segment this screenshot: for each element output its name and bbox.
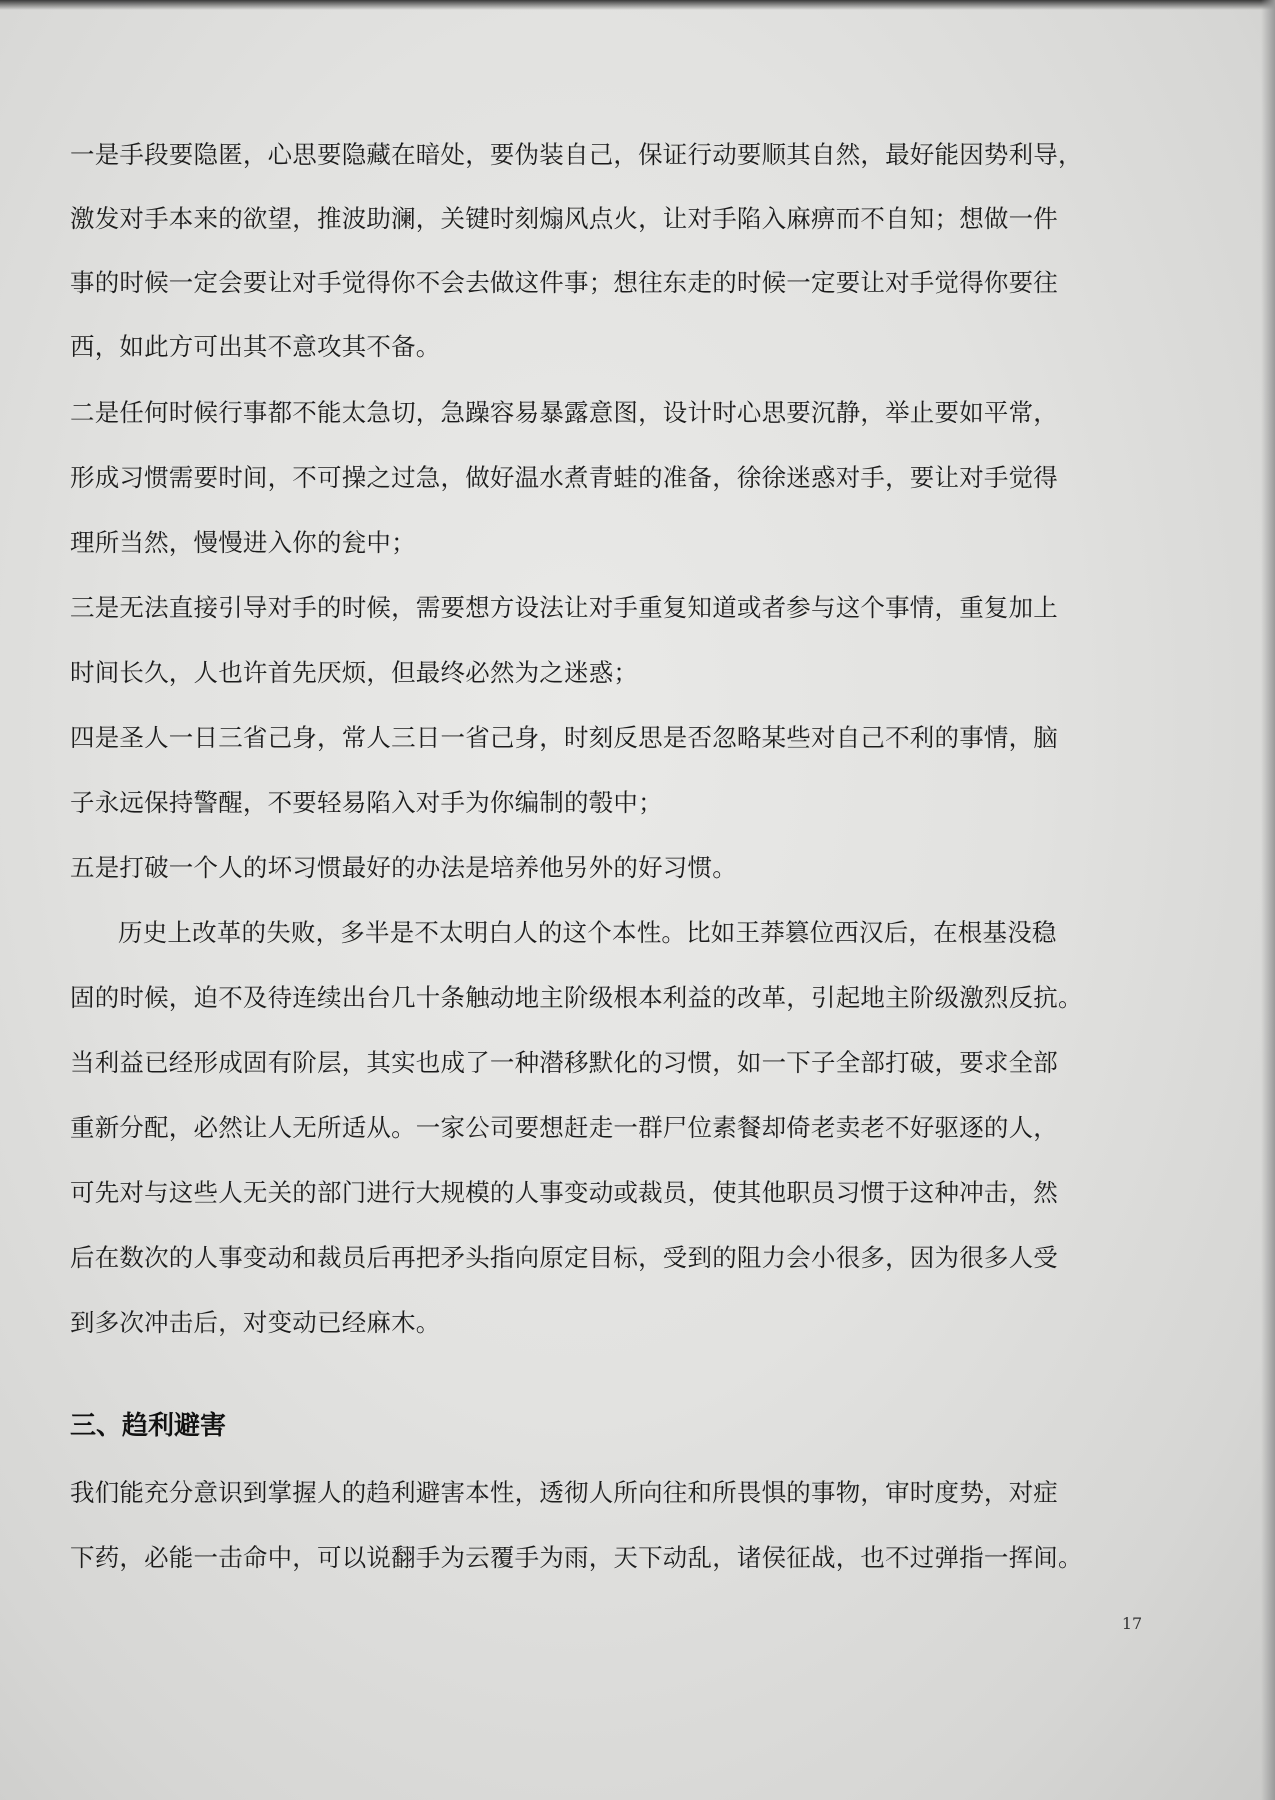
paragraph-6-line-3: 当利益已经形成固有阶层，其实也成了一种潜移默化的习惯，如一下子全部打破，要求全部	[70, 1048, 1058, 1077]
paragraph-7-line-2: 下药，必能一击命中，可以说翻手为云覆手为雨，天下动乱，诸侯征战，也不过弹指一挥间。	[70, 1543, 1083, 1572]
paragraph-2-line-2: 形成习惯需要时间，不可操之过急，做好温水煮青蛙的准备，徐徐迷惑对手，要让对手觉得	[70, 463, 1058, 492]
paragraph-7-line-1: 我们能充分意识到掌握人的趋利避害本性，透彻人所向往和所畏惧的事物，审时度势，对症	[70, 1478, 1058, 1507]
paragraph-2-line-3: 理所当然，慢慢进入你的瓮中；	[70, 528, 416, 557]
paragraph-3-line-1: 三是无法直接引导对手的时候，需要想方设法让对手重复知道或者参与这个事情，重复加上	[70, 593, 1058, 622]
paragraph-6-line-2: 固的时候，迫不及待连续出台几十条触动地主阶级根本利益的改革，引起地主阶级激烈反抗。	[70, 983, 1083, 1012]
paragraph-1-line-2: 激发对手本来的欲望，推波助澜，关键时刻煽风点火，让对手陷入麻痹而不自知；想做一件	[70, 204, 1058, 233]
paragraph-6-line-6: 后在数次的人事变动和裁员后再把矛头指向原定目标，受到的阻力会小很多，因为很多人受	[70, 1243, 1058, 1272]
paragraph-1-line-4: 西，如此方可出其不意攻其不备。	[70, 332, 441, 361]
paragraph-2-line-1: 二是任何时候行事都不能太急切，急躁容易暴露意图，设计时心思要沉静，举止要如平常，	[70, 398, 1058, 427]
paragraph-1-line-1: 一是手段要隐匿，心思要隐藏在暗处，要伪装自己，保证行动要顺其自然，最好能因势利导，	[70, 140, 1083, 169]
paragraph-3-line-2: 时间长久，人也许首先厌烦，但最终必然为之迷惑；	[70, 658, 639, 687]
paragraph-4-line-1: 四是圣人一日三省己身，常人三日一省己身，时刻反思是否忽略某些对自己不利的事情，脑	[70, 723, 1058, 752]
paragraph-5-line-1: 五是打破一个人的坏习惯最好的办法是培养他另外的好习惯。	[70, 853, 737, 882]
paragraph-6-line-5: 可先对与这些人无关的部门进行大规模的人事变动或裁员，使其他职员习惯于这种冲击，然	[70, 1178, 1058, 1207]
paragraph-6-line-4: 重新分配，必然让人无所适从。一家公司要想赶走一群尸位素餐却倚老卖老不好驱逐的人，	[70, 1113, 1058, 1142]
paragraph-6-line-7: 到多次冲击后，对变动已经麻木。	[70, 1308, 441, 1337]
paragraph-1-line-3: 事的时候一定会要让对手觉得你不会去做这件事；想往东走的时候一定要让对手觉得你要往	[70, 268, 1058, 297]
section-heading: 三、趋利避害	[70, 1411, 227, 1441]
paragraph-6-line-1: 历史上改革的失败，多半是不太明白人的这个本性。比如王莽篡位西汉后，在根基没稳	[118, 918, 1057, 947]
page-number: 17	[1121, 1614, 1143, 1633]
paragraph-4-line-2: 子永远保持警醒，不要轻易陷入对手为你编制的彀中；	[70, 788, 663, 817]
